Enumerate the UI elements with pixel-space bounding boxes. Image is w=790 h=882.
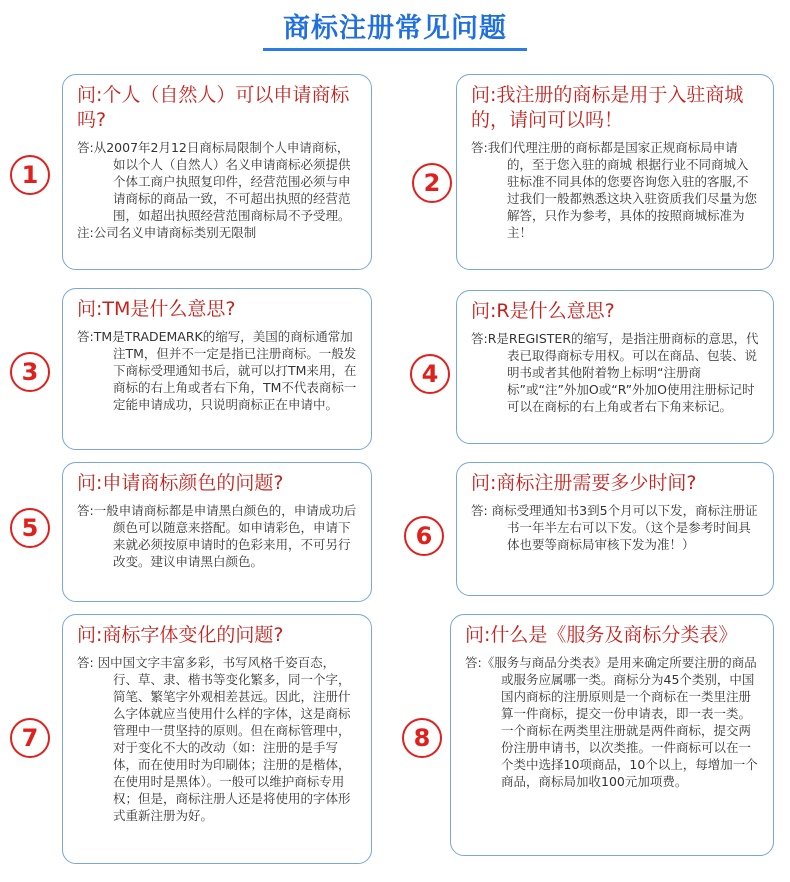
question-6: 问:商标注册需要多少时间? (471, 472, 697, 494)
question-3: 问:TM是什么意思? (77, 298, 236, 320)
number-badge-3: 3 (10, 352, 50, 392)
number-badge-4: 4 (410, 354, 450, 394)
question-8: 问:什么是《服务及商标分类表》 (465, 624, 738, 646)
question-4: 问:R是什么意思? (471, 300, 615, 322)
number-badge-1: 1 (10, 155, 50, 195)
question-7: 问:商标字体变化的问题? (77, 624, 284, 646)
question-2: 问:我注册的商标是用于入驻商城的，请问可以吗！ (471, 84, 744, 131)
faq-card-7 (62, 614, 372, 864)
answer-4: 答:R是REGISTER的缩写，是指注册商标的意思，代表已取得商标专用权。可以在商品、包装、说明书或者其他附着物上标明“注册商标”或“注”外加O或“R”外加O使用注册标记时可以在商标的右上角或者右下角来标记。 (471, 331, 759, 414)
title-underline (263, 48, 527, 51)
answer-6: 答: 商标受理通知书3到5个月可以下发，商标注册证书一年半左右可以下发。（这个是参考时间具体也要等商标局审核下发为准！） (471, 503, 758, 552)
question-1: 问:个人（自然人）可以申请商标吗? (77, 84, 350, 131)
answer-2: 答:我们代理注册的商标都是国家正规商标局申请的，至于您入驻的商城 根据行业不同商城入驻标准不同具体的您要咨询您入驻的客服,不过我们一般都熟悉这块入驻资质我们尽量为您解答，只作为参考，具体的按照商城标准为主！ (471, 140, 758, 240)
faq-card-6 (456, 462, 774, 596)
number-badge-7: 7 (10, 718, 50, 758)
answer-3: 答:TM是TRADEMARK的缩写，美国的商标通常加注TM，但并不一定是指已注册商标。一般发下商标受理通知书后，就可以打TM来用，在商标的右上角或者右下角，TM不代表商标一定能申请成功，只说明商标正在申请中。 (77, 329, 357, 412)
number-badge-6: 6 (404, 516, 444, 556)
faq-card-1 (62, 74, 372, 270)
answer-5: 答:一般申请商标都是申请黑白颜色的，申请成功后颜色可以随意来搭配。如申请彩色，申请下来就必须按原申请时的色彩来用，不可另行改变。建议申请黑白颜色。 (77, 503, 357, 569)
question-5: 问:申请商标颜色的问题? (77, 472, 284, 494)
number-badge-2: 2 (412, 163, 452, 203)
answer-7: 答: 因中国文字丰富多彩，书写风格千姿百态，行、草、隶、楷书等变化繁多，同一个字，简笔、繁笔字外观相差甚远。因此，注册什么字体就应当使用什么样的字体，这是商标管理中一贯坚持的原则。但在商标管理中，对于变化不大的改动（如：注册的是手写体，而在使用时为印刷体；注册的是楷体，在使用时是黑体）。一般可以维护商标专用权；但是，商标注册人还是将使用的字体形式重新注册为好。 (77, 655, 351, 823)
faq-card-5 (62, 462, 372, 602)
faq-card-3 (62, 288, 372, 450)
answer-8: 答:《服务与商品分类表》是用来确定所要注册的商品或服务应属哪一类。商标分为45个类别，中国国内商标的注册原则是一个商标在一类里注册算一件商标，提交一份申请表，即一表一类。一个商标在两类里注册就是两件商标，提交两份注册申请书，以次类推。一件商标可以在一个类中选择10项商品，10个以上，每增加一个商品，商标局加收100元加项费。 (465, 655, 758, 789)
page-title: 商标注册常见问题 (283, 13, 507, 44)
faq-card-2 (456, 74, 774, 270)
faq-card-4 (456, 290, 774, 444)
number-badge-8: 8 (402, 718, 442, 758)
faq-card-8 (450, 614, 774, 856)
number-badge-5: 5 (10, 508, 50, 548)
note-1: 注:公司名义申请商标类别无限制 (77, 225, 257, 240)
answer-1: 答:从2007年2月12日商标局限制个人申请商标，如以个人（自然人）名义申请商标必须提供个体工商户执照复印件，经营范围必须与申请商标的商品一致，不可超出执照的经营范围，如超出执照经营范围商标局不予受理。 (77, 140, 351, 223)
